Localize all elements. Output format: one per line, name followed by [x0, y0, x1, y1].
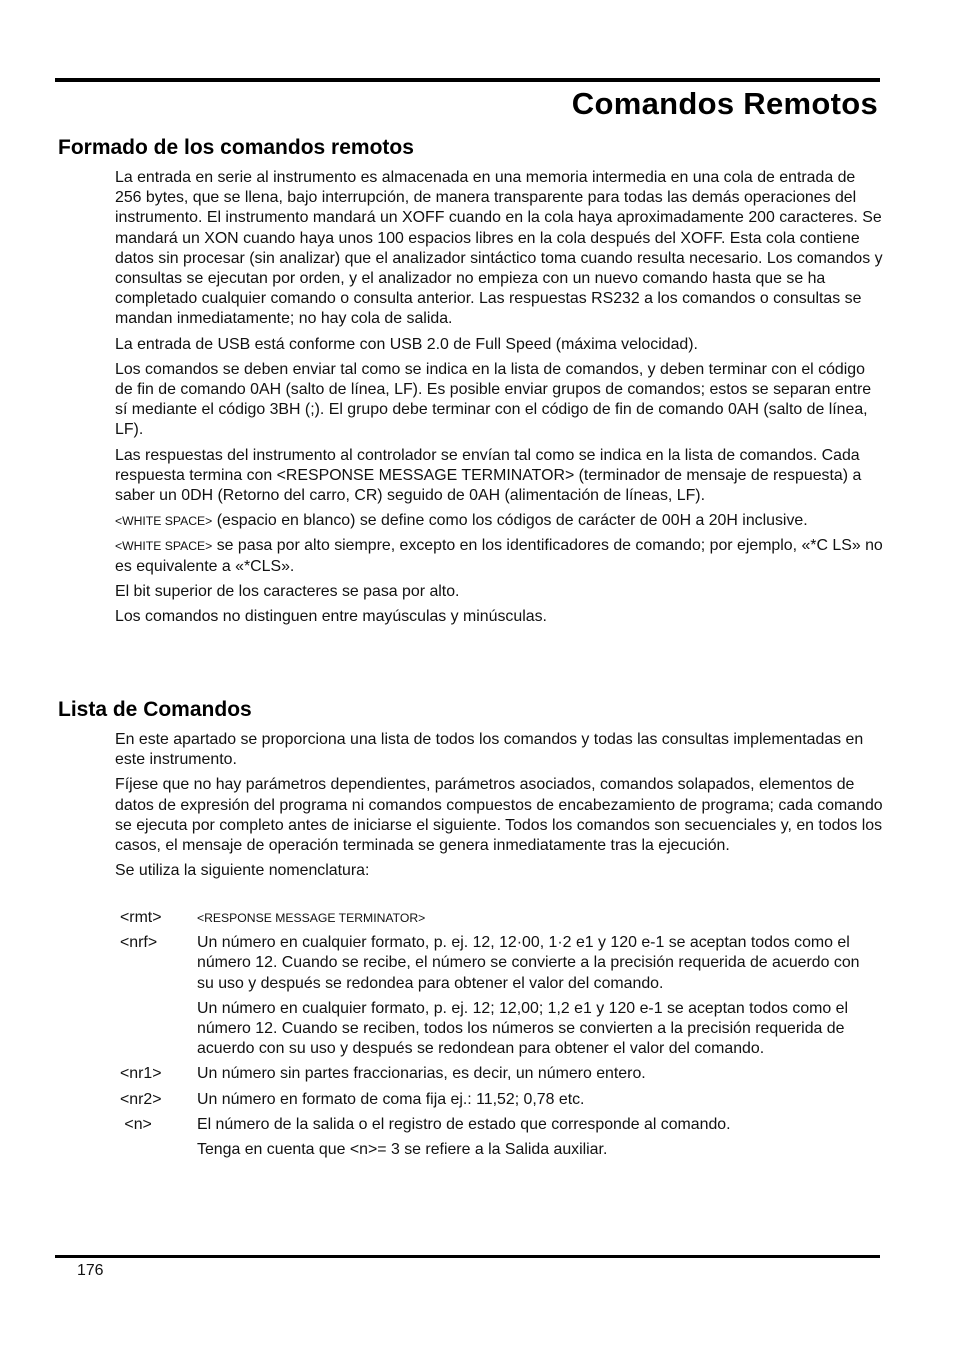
definition-note: Tenga en cuenta que <n>= 3 se refiere a la Salida auxiliar. [197, 1141, 608, 1159]
paragraph: Fíjese que no hay parámetros dependientes, parámetros asociados, comandos solapados, elementos de datos de expresión del programa ni comandos compuestos de encabezamiento de programa; cada comando se ejecuta por completo antes de iniciarse el siguiente. Todos los comandos son secuenciales y, en todos los casos, el mensaje de operación terminada se genera inmediatamente tras la ejecución. [115, 776, 883, 855]
paragraph: Los comandos se deben enviar tal como se indica en la lista de comandos, y deben terminar con el código de fin de comando 0AH (salto de línea, LF). Es posible enviar grupos de comandos; estos se separan entre sí mediante el código 3BH (;). El grupo debe terminar con el código de fin de comando 0AH (salto de línea, LF). [115, 360, 872, 439]
paragraph: La entrada en serie al instrumento es almacenada en una memoria intermedia en una cola de entrada de 256 bytes, que se llena, bajo interrupción, de manera transparente para todas las demás operaciones del instrumento. El instrumento mandará un XOFF cuando en la cola haya aproximadamente 200 caracteres. Se mandará un XON cuando haya unos 100 espacios libres en la cola después del XOFF. Esta cola contiene datos sin procesar (sin analizar) que el analizador sintáctico toma cuando resulta necesario. Los comandos y consultas se ejecutan por orden, y el analizador no empieza con un nuevo comando hasta que se ha completado cualquier comando o consulta anterior. Las respuestas RS232 a los comandos o consultas se mandan inmediatamente; no hay cola de salida. [115, 169, 883, 328]
paragraph: En este apartado se proporciona una lista de todos los comandos y todas las consultas implementadas en este instrumento. [115, 731, 864, 769]
section-body-formado [115, 168, 885, 632]
definition-row-nrf [120, 933, 880, 994]
paragraph [115, 511, 885, 531]
definition-description: Un número sin partes fraccionarias, es decir, un número entero. [197, 1065, 646, 1083]
paragraph: Se utiliza la siguiente nomenclatura: [115, 862, 370, 880]
paragraph: El bit superior de los caracteres se pasa por alto. [115, 582, 460, 600]
paragraph: Las respuestas del instrumento al controlador se envían tal como se indica en la lista de comandos. Cada respuesta termina con <RESPONSE MESSAGE TERMINATOR> (terminador de mensaje de respuesta) a saber un 0DH (Retorno del carro, CR) seguido de 0AH (alimentación de líneas, LF). [115, 446, 862, 505]
definition-description: Un número en formato de coma fija ej.: 11,52; 0,78 etc. [197, 1090, 585, 1108]
paragraph [115, 536, 885, 576]
page-title: Comandos Remotos [571, 86, 878, 121]
white-space-tag: <WHITE SPACE> [115, 539, 213, 554]
paragraph: Los comandos no distinguen entre mayúsculas y minúsculas. [115, 608, 547, 626]
section-body-lista [115, 730, 885, 886]
page-number: 176 [77, 1262, 104, 1279]
definition-row-rmt [120, 908, 880, 928]
header-rule [55, 78, 880, 82]
definition-term: <nrf> [120, 934, 158, 952]
definition-description: Un número en cualquier formato, p. ej. 12, 12·00, 1·2 e1 y 120 e-1 se aceptan todos como el número 12. Cuando se recibe, el número se convierte a la precisión requerida de acuerdo con su uso y después se redondea para obtener el valor del comando. [197, 934, 860, 992]
definition-term: <nr1> [120, 1065, 162, 1083]
definition-description: El número de la salida o el registro de estado que corresponde al comando. [197, 1115, 731, 1133]
definition-term: <n> [120, 1115, 152, 1133]
nomenclature-list [120, 908, 880, 1165]
paragraph-text: se pasa por alto siempre, excepto en los identificadores de comando; por ejemplo, «*C LS» no es equivalente a «*CLS». [115, 537, 883, 575]
paragraph: La entrada de USB está conforme con USB 2.0 de Full Speed (máxima velocidad). [115, 335, 698, 353]
section-heading-formado: Formado de los comandos remotos [58, 136, 414, 159]
white-space-tag: <WHITE SPACE> [115, 514, 213, 529]
definition-row-n [120, 1115, 880, 1135]
definition-description: <RESPONSE MESSAGE TERMINATOR> [197, 911, 426, 925]
definition-row-nr1 [120, 1064, 880, 1084]
definition-term: <rmt> [120, 909, 162, 926]
definition-description-continued: Un número en cualquier formato, p. ej. 12; 12,00; 1,2 e1 y 120 e-1 se aceptan todos como el número 12. Cuando se reciben, todos los números se convierten a la precisión requerida de acuerdo con su uso y después se redondean para obtener el valor del comando. [197, 999, 849, 1058]
section-heading-lista: Lista de Comandos [58, 698, 252, 721]
footer-rule [55, 1255, 880, 1258]
definition-row-nr2 [120, 1090, 880, 1110]
paragraph-text: (espacio en blanco) se define como los códigos de carácter de 00H a 20H inclusive. [212, 512, 808, 530]
definition-term: <nr2> [120, 1090, 162, 1108]
